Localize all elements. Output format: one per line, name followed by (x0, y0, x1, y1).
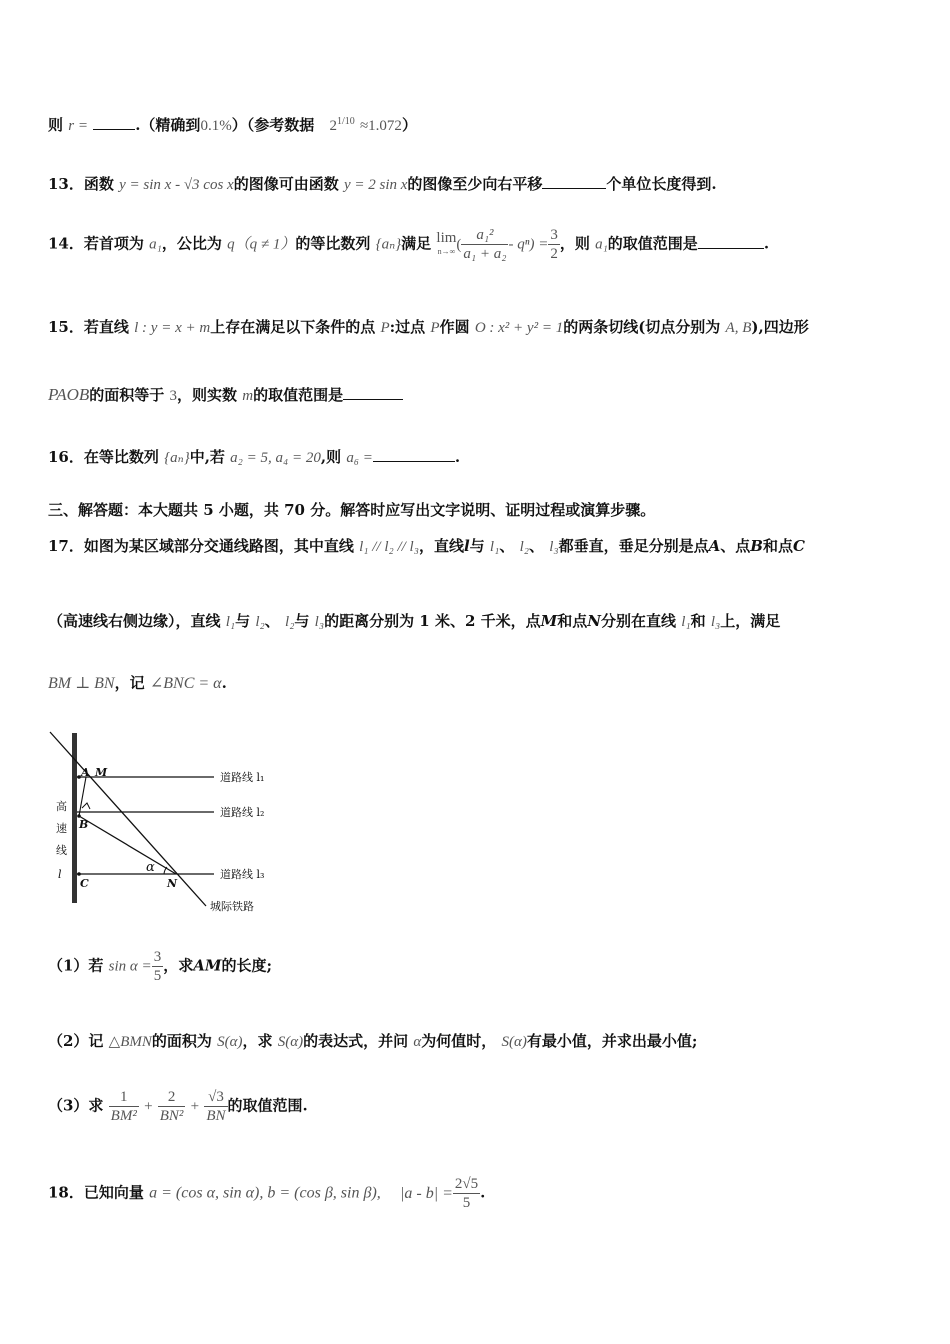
question-15-line-2: PAOB的面积等于 3，则实数 m的取值范围是 (48, 384, 403, 405)
point-A-label: A (81, 766, 90, 779)
math-fraction: $\frac{2√5}{5}$ (454, 1176, 479, 1211)
part-1-line: （1）若 sin α = $\frac{3}{5}$ ，求AM的长度; (48, 949, 272, 984)
math-fraction: $\frac{2}{\text{BN²}}$ (159, 1089, 184, 1124)
highway-label-1: 高 (56, 800, 67, 813)
part-3-line: （3）求 $\frac{1}{\text{BM²}}$ + $\frac{2}{\text{BN²}}$ + $\frac{√3}{BN}$ 的取值范围. (48, 1089, 308, 1124)
right-angle-mark (82, 803, 90, 809)
alpha-label: α (146, 860, 155, 875)
segment-BM (79, 777, 86, 816)
highway-label-3: 线 (56, 844, 67, 857)
math-power: $2^{1/10}$ (329, 116, 355, 134)
math-vectors: a = (cos α, sin α), b = (cos β, sin β), (149, 1184, 381, 1202)
question-15-line: 15．若直线 l : y = x + m上存在满足以下条件的点 P:过点 P作圆 O : x² + y² = 1的两条切线(切点分别为 A, B),四边形 (48, 318, 809, 336)
math-fraction: $\frac{\text{a₁²}}{\text{a₁ + a₂}}$ (463, 227, 507, 262)
highway-label-4: l (58, 868, 62, 881)
math-fraction: $\frac{√3}{BN}$ (206, 1089, 226, 1124)
point-C-dot (77, 872, 81, 876)
highway-label-2: 速 (56, 822, 67, 835)
math-function-2: y = 2 sin x (343, 177, 408, 193)
point-C-label: C (80, 877, 89, 890)
road-label-l3: 道路线 l₃ (220, 868, 265, 881)
road-label-l2: 道路线 l₂ (220, 806, 265, 819)
point-M-label: M (95, 766, 108, 779)
part-2-line: （2）记 △BMN的面积为 S(α)，求 S(α)的表达式，并问 α为何值时， S(α)有最小值，并求出最小值; (48, 1032, 698, 1050)
answer-blank (542, 174, 606, 189)
question-17-line: 17．如图为某区域部分交通线路图，其中直线 l₁ // l₂ // l₃，直线l与 l₁、 l₂、 l₃都垂直，垂足分别是点A、点B和点C (48, 537, 805, 555)
segment-BN (79, 816, 176, 874)
railway-label: 城际铁路 (210, 900, 254, 913)
question-17-line-3: BM ⊥ BN，记 ∠BNC = α. (48, 674, 227, 692)
point-B-label: B (79, 818, 89, 831)
answer-blank (698, 234, 764, 249)
point-N-label: N (167, 877, 178, 890)
traffic-route-diagram (46, 730, 286, 920)
math-limit: lim n→∞( (436, 230, 462, 257)
math-fraction: $\frac{1}{\text{BM²}}$ (110, 1089, 137, 1124)
math-fraction: $\frac{3}{5}$ (153, 949, 162, 984)
answer-blank (373, 447, 455, 462)
question-18-line: 18．已知向量 a = (cos α, sin α), b = (cos β, sin β), |a - b| = $\frac{2√5}{5}$ . (48, 1176, 486, 1211)
math-fraction: $\frac{3}{2}$ (550, 227, 558, 262)
math-function-1: y = sin x - √3 cos x (119, 177, 234, 193)
question-16-line: 16．在等比数列 {aₙ}中,若 a₂ = 5, a₄ = 20,则 a₆ = . (48, 448, 461, 466)
question-14-line: 14．若首项为 a₁，公比为 q（q ≠ 1）的等比数列 {aₙ}满足 lim n→∞( $\frac{\text{a₁²}}{\text{a₁ + a₂}}$ - qⁿ) = $\frac{3}{2}$ ，则 a₁的取值范围是 . (48, 227, 770, 262)
section-heading: 三、解答题：本大题共 5 小题，共 70 分。解答时应写出文字说明、证明过程或演算步骤。 (48, 501, 656, 519)
question-13-line: 13．函数 y = sin x - √3 cos x的图像可由函数 y = 2 sin x的图像至少向右平移 个单位长度得到. (48, 175, 717, 193)
answer-blank (343, 385, 403, 400)
question-12-line: 则 r = .（精确到0.1%）（参考数据 $2^{1/10} \approx 1.072$） (48, 116, 417, 134)
question-17-line-2: （高速线右侧边缘），直线 l₁与 l₂、 l₂与 l₃的距离分别为 1 米、2 千米，点M和点N分别在直线 l₁和 l₃上，满足 (48, 612, 781, 630)
math-r: r = (68, 118, 88, 134)
road-label-l1: 道路线 l₁ (220, 771, 265, 784)
answer-blank (93, 115, 135, 130)
